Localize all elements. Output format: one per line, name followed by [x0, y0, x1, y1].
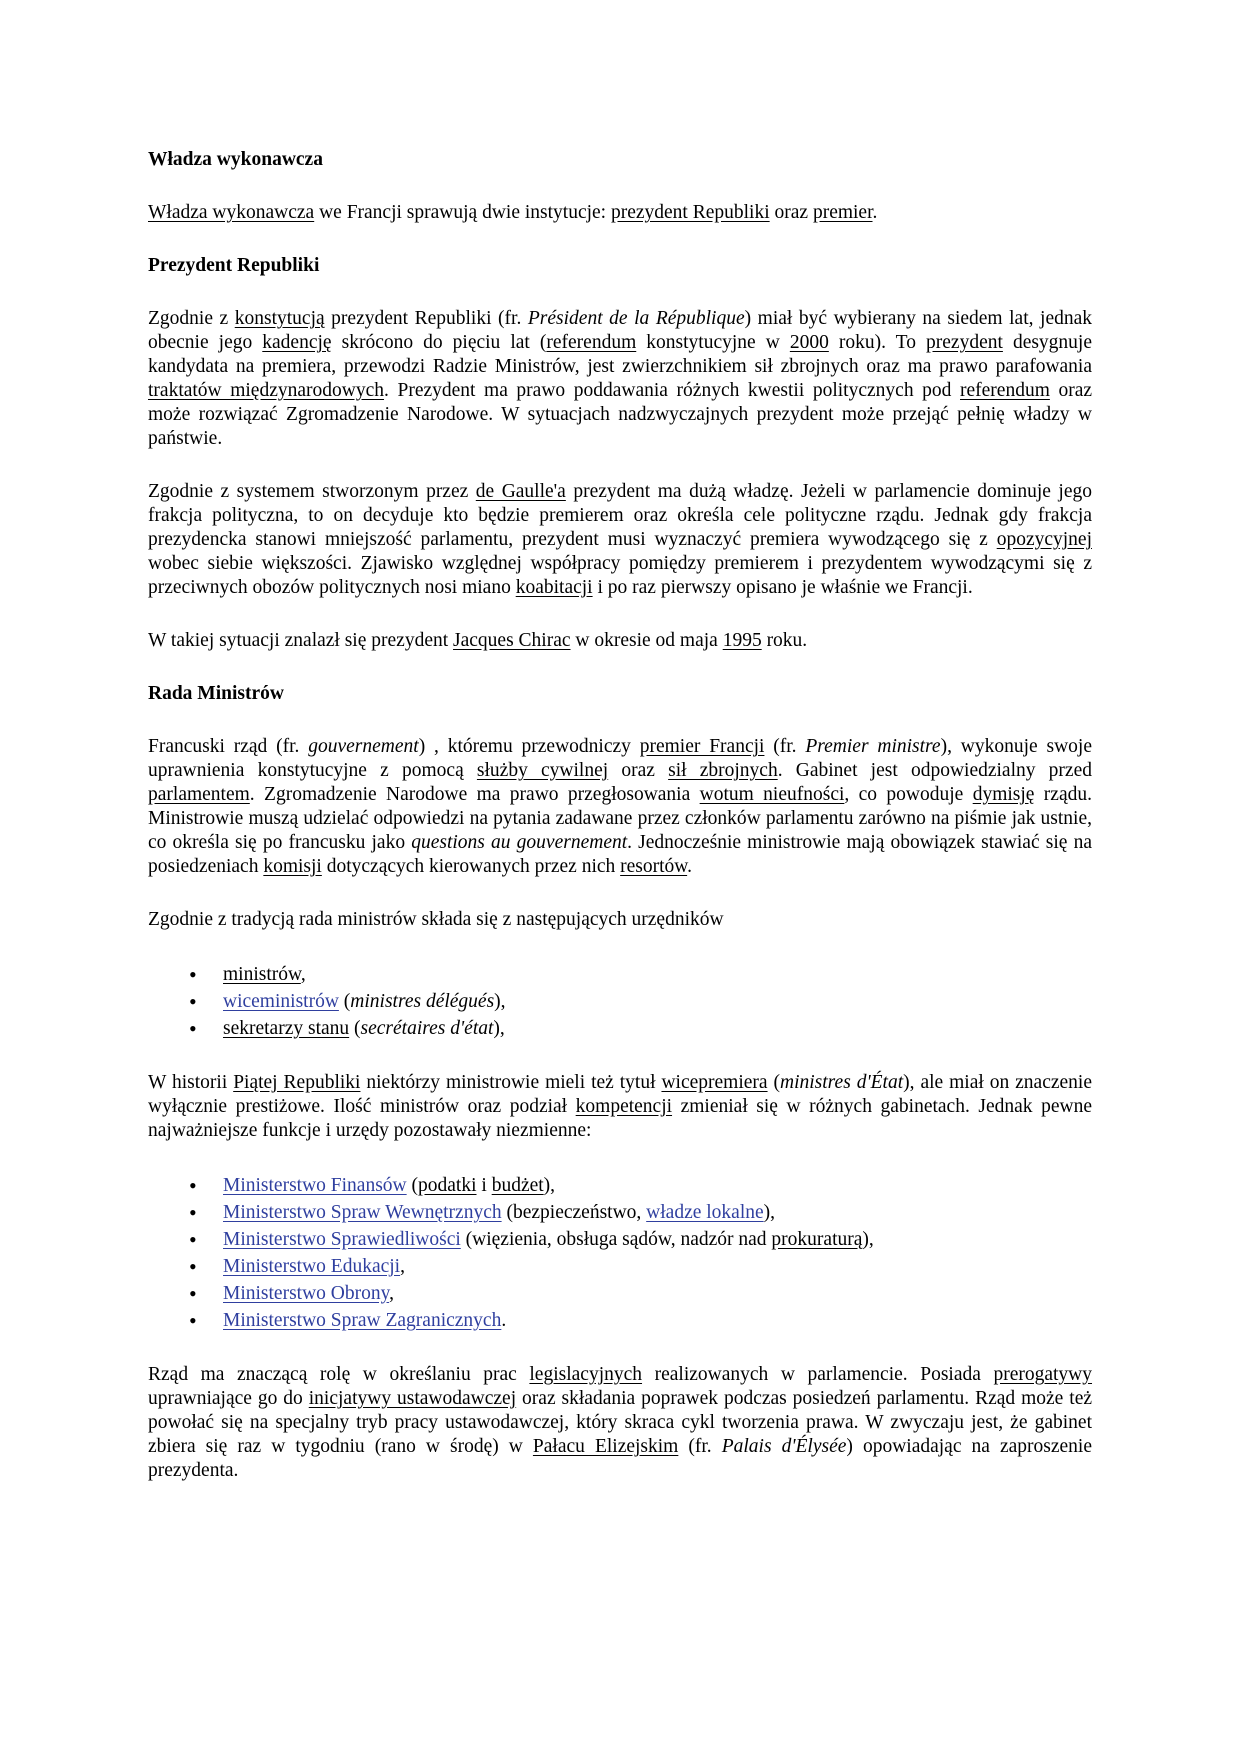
paragraph-tradycja: Zgodnie z tradycją rada ministrów składa się z następujących urzędników	[148, 909, 724, 930]
link-kompetencji[interactable]: kompetencji	[575, 1096, 673, 1117]
heading-prezydent-republiki: Prezydent Republiki	[148, 255, 320, 276]
list-item: • ministrów,	[189, 962, 306, 987]
link-sil-zbrojnych[interactable]: sił zbrojnych	[668, 760, 778, 781]
link-wotum-nieufnosci[interactable]: wotum nieufności	[699, 784, 845, 805]
link-ministerstwo-edukacji[interactable]: Ministerstwo Edukacji	[223, 1256, 401, 1277]
list-item: • Ministerstwo Edukacji,	[189, 1254, 405, 1279]
link-ministerstwo-spraw-zagranicznych[interactable]: Ministerstwo Spraw Zagranicznych	[223, 1310, 502, 1331]
link-prokuratura[interactable]: prokuraturą	[771, 1229, 863, 1250]
list-item: • sekretarzy stanu (secrétaires d'état),	[189, 1016, 505, 1041]
bullet-icon: •	[189, 1173, 197, 1198]
link-ministerstwo-sprawiedliwosci[interactable]: Ministerstwo Sprawiedliwości	[223, 1229, 461, 1250]
paragraph-intro: Władza wykonawcza we Francji sprawują dwie instytucje: prezydent Republiki oraz premier.	[148, 202, 878, 223]
link-referendum-2[interactable]: referendum	[960, 380, 1050, 401]
link-ministerstwo-finansow[interactable]: Ministerstwo Finansów	[223, 1175, 407, 1196]
list-item: • Ministerstwo Finansów (podatki i budżet),	[189, 1173, 556, 1198]
link-podatki[interactable]: podatki	[418, 1175, 477, 1196]
list-item: • Ministerstwo Spraw Zagranicznych.	[189, 1308, 507, 1333]
heading-rada-ministrow: Rada Ministrów	[148, 683, 284, 704]
link-sluzby-cywilnej[interactable]: służby cywilnej	[476, 760, 609, 781]
link-prezydent-republiki[interactable]: prezydent Republiki	[610, 202, 770, 223]
link-premier-francji[interactable]: premier Francji	[639, 736, 765, 757]
link-ministerstwo-obrony[interactable]: Ministerstwo Obrony	[223, 1283, 390, 1304]
link-prezydent[interactable]: prezydent	[926, 332, 1003, 353]
link-kadencja[interactable]: kadencję	[262, 332, 332, 353]
link-dymisje[interactable]: dymisję	[972, 784, 1035, 805]
list-item: • Ministerstwo Spraw Wewnętrznych (bezpieczeństwo, władze lokalne),	[189, 1200, 776, 1225]
paragraph-piata-republika: W historii Piątej Republiki niektórzy ministrowie mieli też tytuł wicepremiera (ministres d'État), ale miał on znaczenie wyłącznie prestiżowe. Ilość ministrów oraz podział kompetencji zmieniał się w różnych gabinetach. Jednak pewne najważniejsze funkcje i urzędy pozostawały niezmienne:	[148, 1072, 1092, 1141]
link-premier[interactable]: premier	[812, 202, 873, 223]
bullet-icon: •	[189, 1254, 197, 1279]
list-urzednicy	[148, 961, 1092, 1042]
bullet-icon: •	[189, 989, 197, 1014]
paragraph-chirac: W takiej sytuacji znalazł się prezydent Jacques Chirac w okresie od maja 1995 roku.	[148, 630, 808, 651]
heading-wladza-wykonawcza: Władza wykonawcza	[148, 149, 323, 170]
bullet-icon: •	[189, 1281, 197, 1306]
link-ministrow[interactable]: ministrów	[223, 964, 301, 985]
link-inicjatywy-ustawodawczej[interactable]: inicjatywy ustawodawczej	[308, 1388, 517, 1409]
list-item: • Ministerstwo Obrony,	[189, 1281, 394, 1306]
bullet-icon: •	[189, 1200, 197, 1225]
bullet-icon: •	[189, 1227, 197, 1252]
bullet-icon: •	[189, 962, 197, 987]
link-wicepremiera[interactable]: wicepremiera	[661, 1072, 768, 1093]
list-item: • wiceministrów (ministres délégués),	[189, 989, 506, 1014]
link-2000[interactable]: 2000	[789, 332, 829, 353]
link-resortow[interactable]: resortów	[620, 856, 688, 877]
link-koabitacji[interactable]: koabitacji	[515, 577, 593, 598]
bullet-icon: •	[189, 1016, 197, 1041]
link-wiceministrow[interactable]: wiceministrów	[223, 991, 339, 1012]
paragraph-de-gaulle: Zgodnie z systemem stworzonym przez de Gaulle'a prezydent ma dużą władzę. Jeżeli w parlamencie dominuje jego frakcja polityczna, to on decyduje kto będzie premierem oraz określa cele polityczne rządu. Jednak gdy frakcja prezydencka stanowi mniejszość parlamentu, prezydent musi wyznaczyć premiera wywodzącego się z opozycyjnej wobec siebie większości. Zjawisko względnej współpracy pomiędzy premierem i prezydentem wywodzącymi się z przeciwnych obozów politycznych nosi miano koabitacji i po raz pierwszy opisano je właśnie we Francji.	[148, 481, 1092, 598]
link-opozycyjnej[interactable]: opozycyjnej	[996, 529, 1092, 550]
link-de-gaulle[interactable]: de Gaulle'a	[475, 481, 566, 502]
link-piatej-republiki[interactable]: Piątej Republiki	[233, 1072, 361, 1093]
link-wladza-wykonawcza[interactable]: Władza wykonawcza	[148, 202, 315, 223]
link-komisji[interactable]: komisji	[263, 856, 322, 877]
link-1995[interactable]: 1995	[722, 630, 762, 651]
list-item: • Ministerstwo Sprawiedliwości (więzienia, obsługa sądów, nadzór nad prokuraturą),	[189, 1227, 874, 1252]
link-budzet[interactable]: budżet	[491, 1175, 544, 1196]
link-prerogatywy[interactable]: prerogatywy	[993, 1364, 1093, 1385]
link-sekretarzy-stanu[interactable]: sekretarzy stanu	[223, 1018, 350, 1039]
link-legislacyjnych[interactable]: legislacyjnych	[529, 1364, 643, 1385]
paragraph-rzad: Francuski rząd (fr. gouvernement) , któremu przewodniczy premier Francji (fr. Premier ministre), wykonuje swoje uprawnienia konstytucyjne z pomocą służby cywilnej oraz sił zbrojnych. Gabinet jest odpowiedzialny przed parlamentem. Zgromadzenie Narodowe ma prawo przegłosowania wotum nieufności, co powoduje dymisję rządu. Ministrowie muszą udzielać odpowiedzi na pytania zadawane przez członków parlamentu zarówno na piśmie jak ustnie, co określa się po francusku jako questions au gouvernement. Jednocześnie ministrowie mają obowiązek stawiać się na posiedzeniach komisji dotyczących kierowanych przez nich resortów.	[148, 736, 1092, 877]
link-parlamentem[interactable]: parlamentem	[148, 784, 250, 805]
link-jacques-chirac[interactable]: Jacques Chirac	[453, 630, 571, 651]
link-ministerstwo-spraw-wewnetrznych[interactable]: Ministerstwo Spraw Wewnętrznych	[223, 1202, 502, 1223]
list-ministerstwa	[148, 1172, 1092, 1334]
bullet-icon: •	[189, 1308, 197, 1333]
link-traktaty[interactable]: traktatów międzynarodowych	[148, 380, 385, 401]
link-palacu-elizejskim[interactable]: Pałacu Elizejskim	[532, 1436, 679, 1457]
paragraph-legislacja: Rząd ma znaczącą rolę w określaniu prac legislacyjnych realizowanych w parlamencie. Posiada prerogatywy uprawniające go do inicjatywy ustawodawczej oraz składania poprawek podczas posiedzeń parlamentu. Rząd może też powołać się na specjalny tryb pracy ustawodawczej, który skraca cykl tworzenia prawa. W zwyczaju jest, że gabinet zbiera się raz w tygodniu (rano w środę) w Pałacu Elizejskim (fr. Palais d'Élysée) opowiadając na zaproszenie prezydenta.	[148, 1364, 1093, 1481]
paragraph-prezydent: Zgodnie z konstytucją prezydent Republiki (fr. Président de la République) miał być wybierany na siedem lat, jednak obecnie jego kadencję skrócono do pięciu lat (referendum konstytucyjne w 2000 roku). To prezydent desygnuje kandydata na premiera, przewodzi Radzie Ministrów, jest zwierzchnikiem sił zbrojnych oraz ma prawo parafowania traktatów międzynarodowych. Prezydent ma prawo poddawania różnych kwestii politycznych pod referendum oraz może rozwiązać Zgromadzenie Narodowe. W sytuacjach nadzwyczajnych prezydent może przejąć pełnię władzy w państwie.	[148, 308, 1093, 449]
link-konstytucja[interactable]: konstytucją	[234, 308, 325, 329]
link-wladze-lokalne[interactable]: władze lokalne	[646, 1202, 764, 1223]
link-referendum[interactable]: referendum	[546, 332, 637, 353]
